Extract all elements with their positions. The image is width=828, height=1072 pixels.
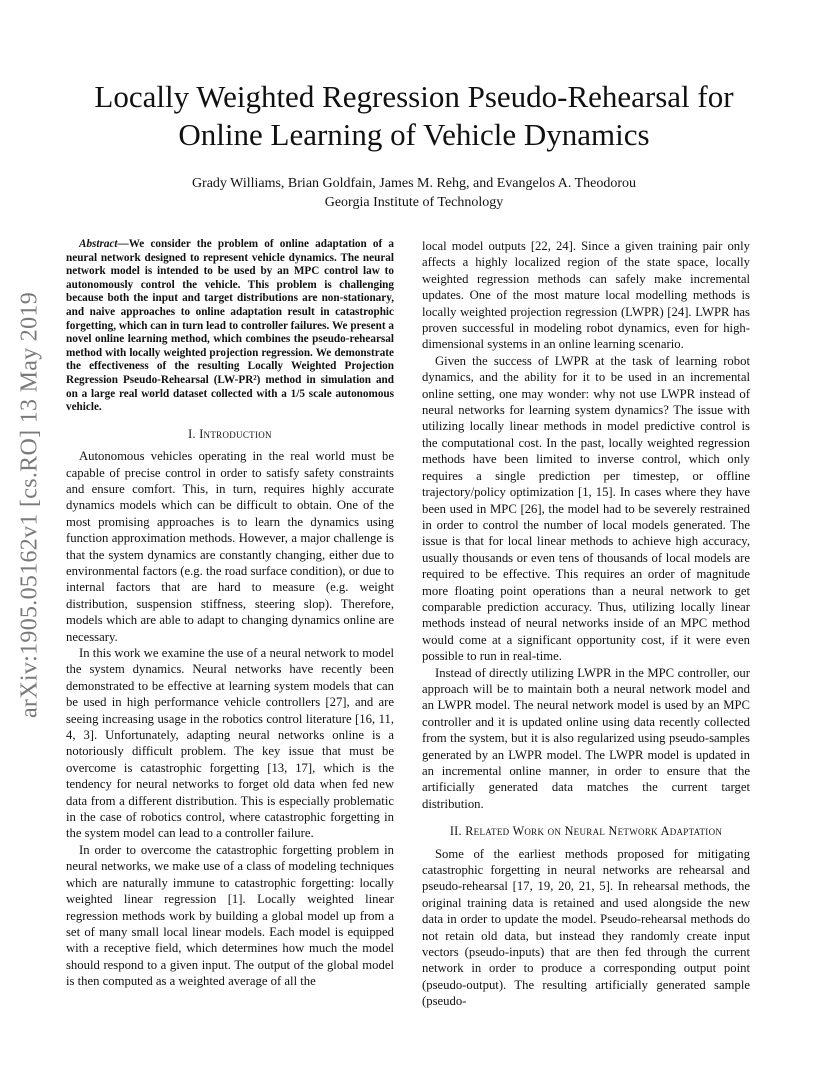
- intro-paragraph-2: In this work we examine the use of a neural network to model the system dynamics. Neural networks have recently been demonstrated to be effective at learning system models that can be used in high performance vehicle controllers [27], and are seeing increasing usage in the robotics control literature [16, 11, 4, 3]. Unfortunately, adapting neural networks online is a notoriously difficult problem. The key issue that must be overcome is catastrophic forgetting [13, 17], which is the tendency for neural networks to forget old data when fed new data from a different distribution. This is especially problematic in the case of robotics control, where catastrophic forgetting in the system model can lead to a controller failure.: [66, 646, 394, 841]
- related-work-paragraph-1: Some of the earliest methods proposed for mitigating catastrophic forgetting in neural networks are rehearsal and pseudo-rehearsal [17, 19, 20, 21, 5]. In rehearsal methods, the original training data is retained and used alongside the new data in order to update the model. Pseudo-rehearsal methods do not retain old data, but instead they randomly create input vectors (pseudo-inputs) that are then fed through the current network in order to produce a corresponding output point (pseudo-output). The resulting artificially generated sample (pseudo-: [422, 846, 750, 1009]
- abstract-label: Abstract: [79, 238, 118, 250]
- section-heading-related-work: [422, 823, 750, 839]
- authors: Grady Williams, Brian Goldfain, James M. Rehg, and Evangelos A. Theodorou: [191, 176, 637, 191]
- section-number: I.: [188, 426, 200, 441]
- right-paragraph-1: local model outputs [22, 24]. Since a given training pair only affects a highly localized region of the state space, locally weighted regression methods can safely make incremental updates. One of the most mature local modelling methods is locally weighted projection regression (LWPR) [24]. LWPR has proven successful in modeling robot dynamics, even for high-dimensional systems in an online learning scenario.: [422, 239, 750, 352]
- arxiv-sidebar: [0, 270, 60, 740]
- abstract-text: —We consider the problem of online adaptation of a neural network designed to represent vehicle dynamics. The neural network model is intended to be used by an MPC control law to autonomously control the vehicle. This problem is challenging because both the input and target distributions are non-stationary, and naive approaches to online adaptation result in catastrophic forgetting, which can in turn lead to controller failures. We present a novel online learning method, which combines the pseudo-rehearsal method with locally weighted projection regression. We demonstrate the effectiveness of the resulting Locally Weighted Projection Regression Pseudo-Rehearsal (LW-PR²) method in simulation and on a large real world dataset collected with a 1/5 scale autonomous vehicle.: [66, 238, 394, 414]
- section-title: Related Work on Neural Network Adaptation: [465, 824, 723, 839]
- right-paragraph-3: Instead of directly utilizing LWPR in the MPC controller, our approach will be to maintain both a neural network model and an LWPR model. The neural network model is used by an MPC controller and it is updated online using data recently collected from the system, but it is also regularized using pseudo-samples generated by an LWPR model. The LWPR model is updated in an incremental online manner, in order to ensure that the artificially generated data matches the current target distribution.: [422, 665, 750, 811]
- section-title: Introduction: [199, 426, 272, 441]
- title-line-1: Locally Weighted Regression Pseudo-Rehearsal for: [94, 79, 734, 114]
- arxiv-identifier: arXiv:1905.05162v1 [cs.RO] 13 May 2019: [16, 291, 43, 719]
- author-block: [60, 174, 768, 212]
- right-column: [422, 238, 750, 1010]
- affiliation: Georgia Institute of Technology: [324, 195, 504, 210]
- section-number: II.: [449, 824, 466, 839]
- intro-paragraph-1: Autonomous vehicles operating in the real world must be capable of precise control in order to satisfy safety constraints and ensure comfort. This, in turn, requires highly accurate dynamics models which can be difficult to obtain. One of the most promising approaches is to learn the dynamics using function approximation methods. However, a major challenge is that the system dynamics are constantly changing, either due to environmental factors (e.g. the road surface condition), or due to internal factors that are hard to measure (e.g. weight distribution, suspension stiffness, steering slop). Therefore, models which are able to adapt to changing dynamics online are necessary.: [66, 449, 394, 644]
- section-heading-introduction: [66, 426, 394, 442]
- left-column: [66, 238, 394, 990]
- intro-paragraph-3: In order to overcome the catastrophic forgetting problem in neural networks, we make use of a class of modeling techniques which are naturally immune to catastrophic forgetting: locally weighted linear regression [1]. Locally weighted linear regression methods work by building a global model up from a set of many small local linear models. Each model is equipped with a receptive field, which determines how much the model should respond to a given input. The output of the global model is then computed as a weighted average of all the: [66, 842, 394, 989]
- title-line-2: Online Learning of Vehicle Dynamics: [178, 117, 650, 152]
- abstract: [66, 238, 394, 415]
- right-paragraph-2: Given the success of LWPR at the task of learning robot dynamics, and the ability for it to be used in an incremental online setting, one may wonder: why not use LWPR instead of neural networks for learning system dynamics? The issue with utilizing locally linear methods in model predictive control is the computational cost. In the past, locally weighted regression methods have been limited to inverse control, which only requires a single prediction per timestep, or offline trajectory/policy optimization [1, 15]. In cases where they have been used in MPC [26], the model had to be severely restrained in order to control the number of local models generated. The issue is that for local linear methods to achieve high accuracy, usually thousands or even tens of thousands of local models are required to be effective. This requires an order of magnitude more floating point operations than a neural network to get comparable prediction accuracy. Thus, utilizing locally linear methods instead of neural networks inside of an MPC method would come at a significant opportunity cost, if it were even possible to run in real-time.: [422, 353, 750, 664]
- paper-title: [60, 78, 768, 154]
